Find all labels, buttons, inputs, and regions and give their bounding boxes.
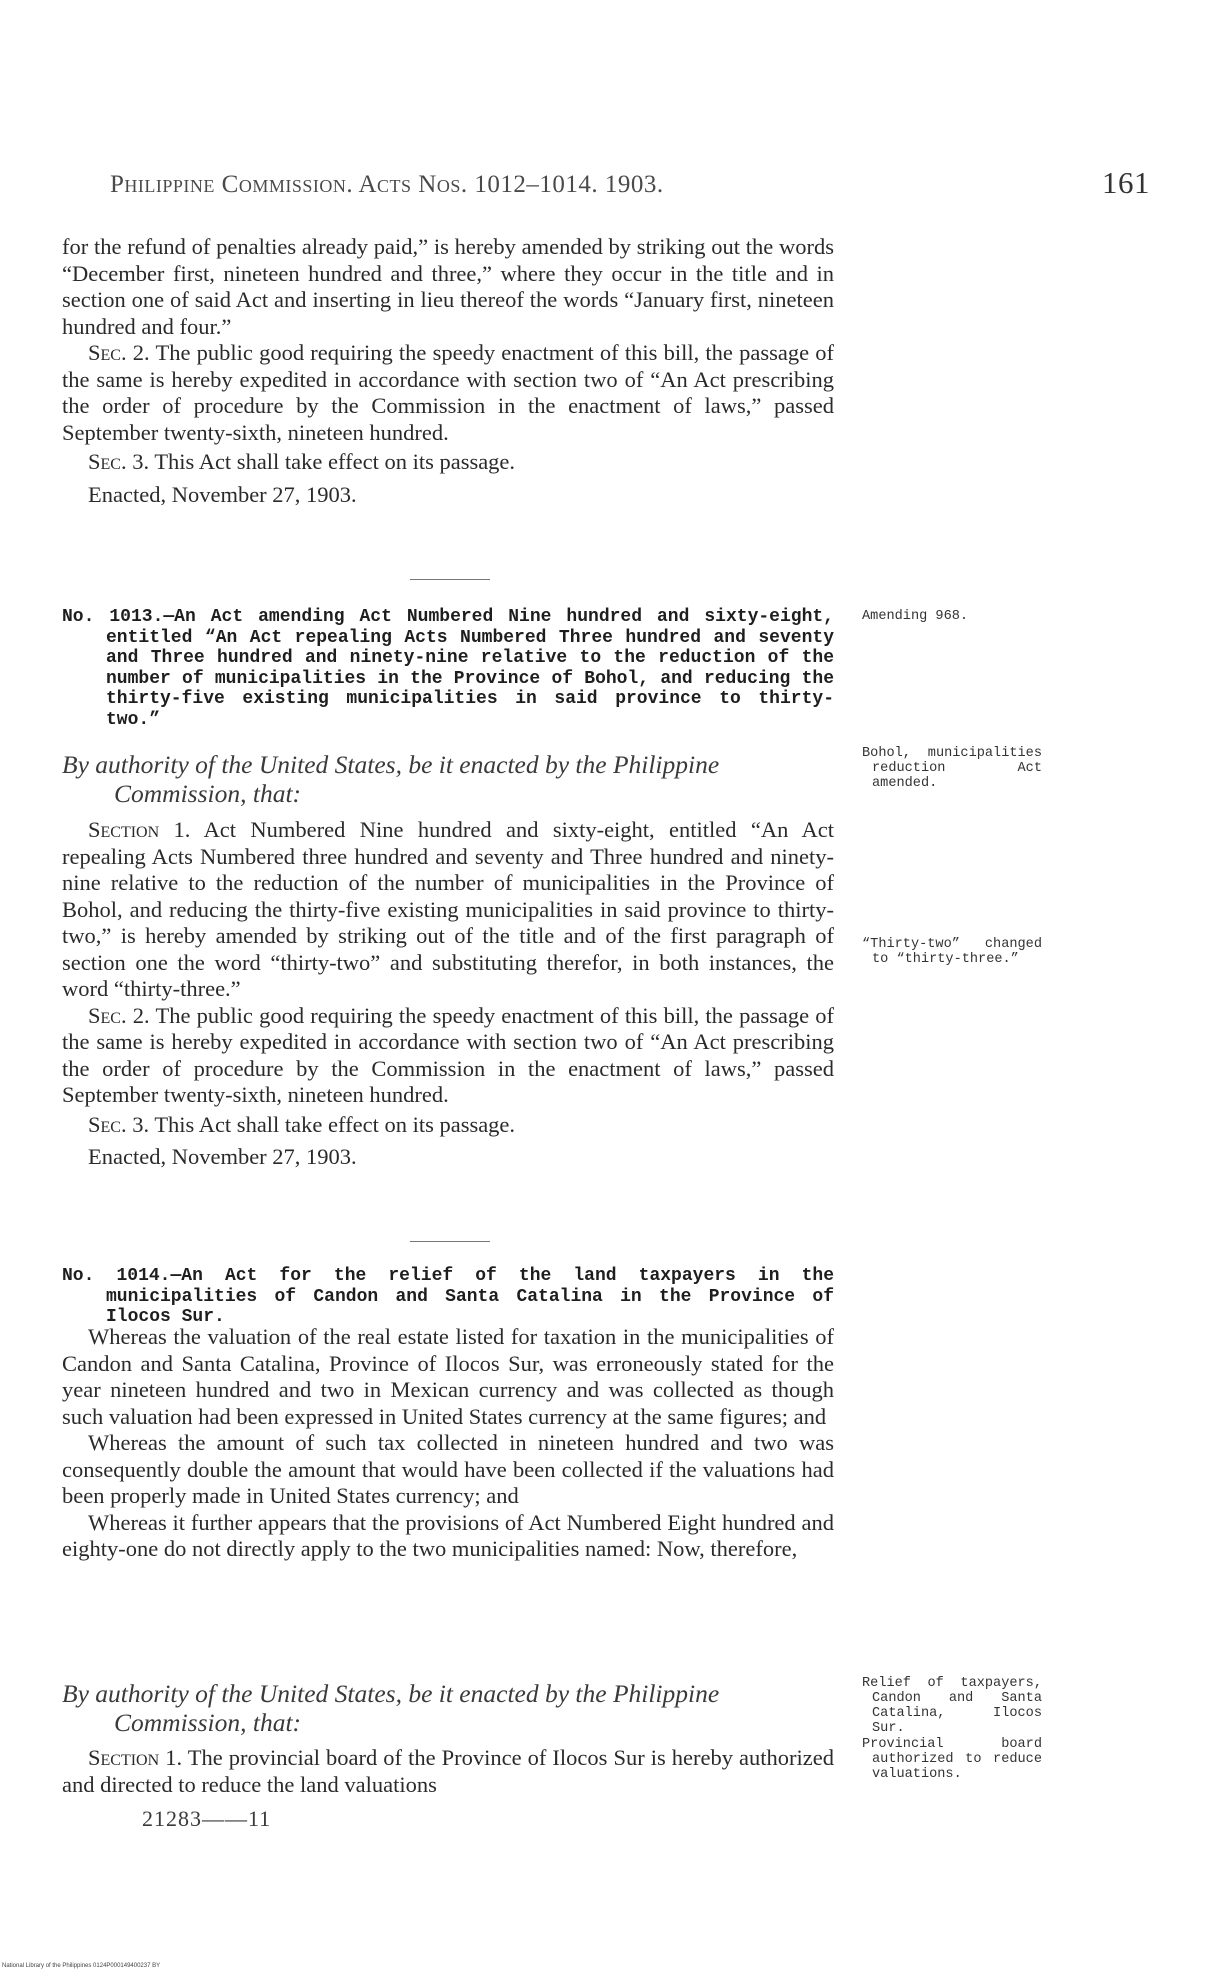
section-divider	[410, 1241, 490, 1242]
running-title: Philippine Commission. Acts Nos. 1012–1014. 1903.	[110, 171, 664, 198]
whereas-clause: Whereas the valuation of the real estate listed for taxation in the municipalities of Candon and Santa Catalina, Province of Ilocos Sur, was erroneously stated for the year nineteen hundred and two in Mexican currency and was collected as though such valuation had been expressed in United States currency at the same figures; and	[62, 1324, 834, 1429]
printer-signature: 21283——11	[142, 1806, 272, 1831]
whereas-clause: Whereas the amount of such tax collected in nineteen hundred and two was consequently double the amount that would have been collected if the valuations had been properly made in United States currency; and	[62, 1430, 834, 1508]
section-label: Sec. 2.	[88, 1002, 150, 1028]
section-label: Sec. 2.	[88, 340, 150, 365]
section-text: The public good requiring the speedy enactment of this bill, the passage of the same is hereby expedited in accordance with section two of “An Act prescribing the order of procedure by the Commission in the enactment of laws,” passed September twenty-sixth, nineteen hundred.	[62, 340, 834, 445]
act-1013-enacted: Enacted, November 27, 1903.	[88, 1144, 357, 1169]
whereas-clause: Whereas it further appears that the provisions of Act Numbered Eight hundred and eighty-one do not directly apply to the two municipalities named: Now, therefore,	[62, 1509, 834, 1561]
section-text: This Act shall take effect on its passage.	[154, 1111, 516, 1137]
act-1013-title: No. 1013.—An Act amending Act Numbered Nine hundred and sixty-eight, entitled “An Act repealing Acts Numbered Three hundred and seventy and Three hundred and ninety-nine relative to the reduction of the number of municipalities in the Province of Bohol, and reducing the thirty-five existing municipalities in said province to thirty-two.”	[62, 607, 834, 730]
act-1014-preamble	[62, 1324, 834, 1563]
act-1013-enacting-clause: By authority of the United States, be it enacted by the Philippine Commission, that:	[62, 750, 720, 808]
margin-note-provincial: Provincial board authorized to reduce valuations.	[862, 1737, 1042, 1782]
act-1013-section-1	[62, 817, 834, 1003]
act-1014-section-1	[62, 1745, 834, 1798]
scan-footer: National Library of the Philippines 0124P000149400237 BY	[2, 1963, 161, 1969]
section-text: The provincial board of the Province of Ilocos Sur is hereby authorized and directed to reduce the land valuations	[62, 1745, 835, 1797]
section-text: Act Numbered Nine hundred and sixty-eight, entitled “An Act repealing Acts Numbered three hundred and seventy and Three hundred and ninety-nine relative to the reduction of the number of municipalities in the Province of Bohol, and reducing the thirty-five existing municipalities in said province to thirty-two,” is hereby amended by striking out of the title and of the first paragraph of section one the word “thirty-two” and substituting therefor, in both instances, the word “thirty-three.”	[62, 817, 835, 1001]
act-1012-section-2	[62, 340, 834, 446]
section-text: The public good requiring the speedy enactment of this bill, the passage of the same is hereby expedited in accordance with section two of “An Act prescribing the order of procedure by the Commission in the enactment of laws,” passed September twenty-sixth, nineteen hundred.	[62, 1002, 834, 1107]
act-1012-enacted: Enacted, November 27, 1903.	[88, 481, 357, 507]
section-label: Sec. 3.	[88, 1111, 150, 1137]
margin-note-thirty-two: “Thirty-two” changed to “thirty-three.”	[862, 937, 1042, 967]
page-header	[110, 165, 1150, 200]
act-1012-section-3	[62, 449, 834, 476]
act-1014-enacting-clause: By authority of the United States, be it enacted by the Philippine Commission, that:	[62, 1679, 720, 1737]
margin-note-relief: Relief of taxpayers, Candon and Santa Catalina, Ilocos Sur.	[862, 1676, 1042, 1736]
section-text: This Act shall take effect on its passage.	[154, 449, 516, 474]
act-1014-title: No. 1014.—An Act for the relief of the land taxpayers in the municipalities of Candon and Santa Catalina in the Province of Ilocos Sur.	[62, 1266, 834, 1328]
section-divider	[410, 579, 490, 580]
section-label: Section 1.	[88, 1745, 183, 1770]
act-1013-section-2	[62, 1003, 834, 1109]
section-label: Section 1.	[88, 817, 191, 842]
margin-note-amending: Amending 968.	[862, 609, 969, 624]
act-1013-body	[62, 817, 834, 1171]
page-number: 161	[1102, 165, 1150, 200]
section-label: Sec. 3.	[88, 449, 150, 474]
margin-note-bohol: Bohol, municipalities reduction Act amended.	[862, 746, 1042, 791]
act-1013-section-3	[62, 1112, 834, 1139]
continuation-paragraph: for the refund of penalties already paid,” is hereby amended by striking out the words “December first, nineteen hundred and three,” where they occur in the title and in section one of said Act and inserting in lieu thereof the words “January first, nineteen hundred and four.”	[62, 234, 834, 339]
act-1014-body	[62, 1745, 834, 1798]
act-1012-continuation	[62, 234, 834, 508]
